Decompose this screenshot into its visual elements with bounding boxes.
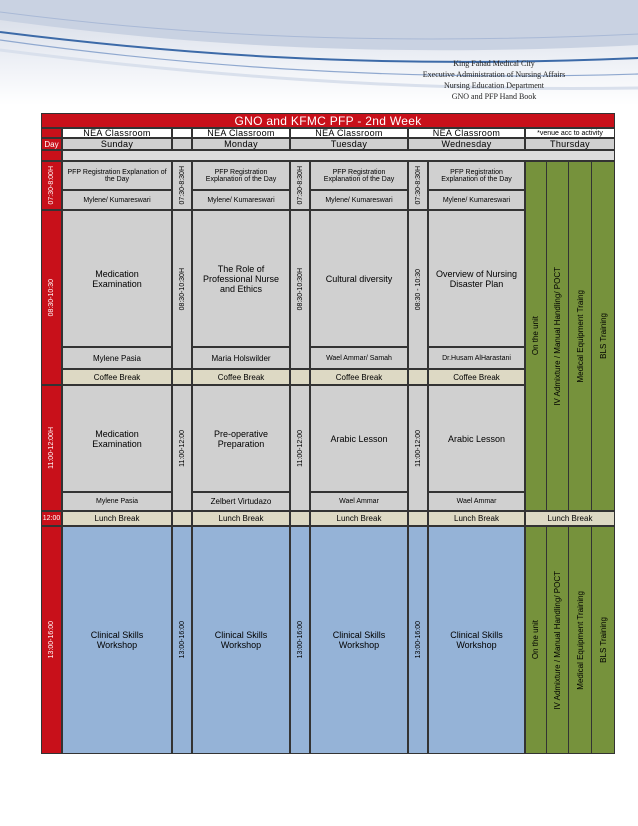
time-registration-tuesday-label: 07:30-8:30H [296, 166, 304, 205]
header-text [374, 58, 614, 102]
time-clinical-tuesday-label: 13:00-16:00 [296, 621, 304, 659]
thursday-am-item-1 [525, 161, 547, 511]
day-monday: Monday [192, 138, 290, 150]
day-sunday: Sunday [62, 138, 172, 150]
clinical-sunday: Clinical Skills Workshop [62, 526, 172, 754]
time-slot2-monday-label: 08:30-10:30H [178, 268, 186, 311]
header-line-3: Nursing Education Department [444, 81, 544, 90]
venue-row-spacer [41, 128, 62, 138]
time-slot-2 [41, 210, 62, 385]
header-banner [0, 0, 638, 105]
thursday-am-item-4-label: BLS Training [599, 313, 608, 359]
time-clinical-tuesday [290, 526, 310, 754]
day-tuesday: Tuesday [290, 138, 408, 150]
coffee-spacer-1 [172, 369, 192, 385]
thursday-am-item-3 [569, 161, 592, 511]
presenter-slot3-tuesday: Wael Ammar [310, 492, 408, 511]
presenter-registration-tuesday: Mylene/ Kumareswari [310, 190, 408, 210]
time-slot-1 [41, 161, 62, 210]
time-slot3-tuesday-label: 11:00-12:00 [296, 429, 304, 467]
thursday-am-item-2 [547, 161, 569, 511]
header-line-1: King Fahad Medical City [453, 59, 535, 68]
coffee-break-sunday: Coffee Break [62, 369, 172, 385]
time-slot3-tuesday [290, 385, 310, 511]
time-slot3-wednesday-label: 11:00-12:00 [414, 429, 422, 467]
time-slot-4: 12:00 [41, 511, 62, 526]
time-registration-wednesday-label: 07:30-8:30H [414, 166, 422, 205]
thursday-am-item-1-label: On the unit [531, 316, 540, 356]
lunch-spacer-1 [172, 511, 192, 526]
lunch-break-thursday: Lunch Break [525, 511, 615, 526]
lunch-spacer-3 [408, 511, 428, 526]
lunch-break-tuesday: Lunch Break [310, 511, 408, 526]
thursday-pm-item-1-label: On the unit [531, 620, 540, 660]
presenter-slot2-wednesday: Dr.Husam AlHarastani [428, 347, 525, 369]
blank-row [62, 150, 615, 161]
venue-spacer [172, 128, 192, 138]
time-slot2-wednesday [408, 210, 428, 369]
presenter-registration-monday: Mylene/ Kumareswari [192, 190, 290, 210]
coffee-spacer-2 [290, 369, 310, 385]
time-slot-5 [41, 526, 62, 754]
presenter-slot3-monday: Zelbert Virtudazo [192, 492, 290, 511]
presenter-slot2-sunday: Mylene Pasia [62, 347, 172, 369]
time-slot-1-label: 07:30-8:00H [48, 166, 55, 205]
day-label: Day [41, 138, 62, 150]
venue-thursday: *venue acc to activity [525, 128, 615, 138]
time-clinical-wednesday-label: 13:00-16:00 [414, 621, 422, 659]
clinical-tuesday: Clinical Skills Workshop [310, 526, 408, 754]
time-registration-tuesday [290, 161, 310, 210]
lunch-spacer-2 [290, 511, 310, 526]
thursday-pm-item-3-label: Medical Equipment Training [575, 590, 585, 690]
topic-slot3-monday: Pre-operative Preparation [192, 385, 290, 492]
coffee-spacer-3 [408, 369, 428, 385]
lunch-break-monday: Lunch Break [192, 511, 290, 526]
topic-slot3-sunday: Medication Examination [62, 385, 172, 492]
thursday-pm-item-1 [525, 526, 547, 754]
day-spacer [172, 138, 192, 150]
venue-tuesday: NEA Classroom [290, 128, 408, 138]
time-clinical-monday-label: 13:00-16:00 [178, 621, 186, 659]
header-line-4: GNO and PFP Hand Book [451, 92, 537, 101]
thursday-pm-item-2-label: IV Admixture / Manual Handling/ POCT [553, 570, 562, 710]
time-slot-3 [41, 385, 62, 511]
time-slot3-monday-label: 11:00-12:00 [178, 429, 186, 467]
presenter-slot3-wednesday: Wael Ammar [428, 492, 525, 511]
thursday-pm-item-4 [592, 526, 615, 754]
registration-sunday: PFP Registration Explanation of the Day [62, 161, 172, 190]
venue-wednesday: NEA Classroom [408, 128, 525, 138]
time-slot2-tuesday [290, 210, 310, 369]
venue-monday: NEA Classroom [192, 128, 290, 138]
coffee-break-wednesday: Coffee Break [428, 369, 525, 385]
topic-slot3-wednesday: Arabic Lesson [428, 385, 525, 492]
thursday-pm-item-3 [569, 526, 592, 754]
thursday-pm-item-4-label: BLS Training [599, 617, 608, 663]
coffee-break-monday: Coffee Break [192, 369, 290, 385]
day-wednesday: Wednesday [408, 138, 525, 150]
lunch-break-wednesday: Lunch Break [428, 511, 525, 526]
time-registration-monday-label: 07:30-8:30H [178, 166, 186, 205]
registration-wednesday: PFP Registration Explanation of the Day [428, 161, 525, 190]
thursday-am-item-3-label: Medical Equipment Traing [575, 289, 585, 383]
time-slot3-wednesday [408, 385, 428, 511]
day-thursday: Thursday [525, 138, 615, 150]
presenter-registration-wednesday: Mylene/ Kumareswari [428, 190, 525, 210]
venue-sunday: NEA Classroom [62, 128, 172, 138]
topic-slot2-wednesday: Overview of Nursing Disaster Plan [428, 210, 525, 347]
time-registration-monday [172, 161, 192, 210]
registration-monday: PFP Registration Explanation of the Day [192, 161, 290, 190]
time-registration-wednesday [408, 161, 428, 210]
header-line-2: Executive Administration of Nursing Affairs [422, 70, 566, 79]
time-slot2-monday [172, 210, 192, 369]
topic-slot2-sunday: Medication Examination [62, 210, 172, 347]
registration-tuesday: PFP Registration Explanation of the Day [310, 161, 408, 190]
lunch-break-sunday: Lunch Break [62, 511, 172, 526]
time-slot-2-label: 08:30-10:30 [48, 278, 55, 317]
coffee-break-tuesday: Coffee Break [310, 369, 408, 385]
table-title: GNO and KFMC PFP - 2nd Week [41, 113, 615, 128]
blank-row-left [41, 150, 62, 161]
clinical-wednesday: Clinical Skills Workshop [428, 526, 525, 754]
presenter-registration-sunday: Mylene/ Kumareswari [62, 190, 172, 210]
time-slot-3-label: 11:00-12:00H [48, 427, 55, 469]
clinical-monday: Clinical Skills Workshop [192, 526, 290, 754]
presenter-slot2-tuesday: Wael Ammar/ Samah [310, 347, 408, 369]
time-slot-5-label: 13:00-16:00 [48, 621, 55, 659]
time-slot3-monday [172, 385, 192, 511]
thursday-pm-item-2 [547, 526, 569, 754]
topic-slot2-monday: The Role of Professional Nurse and Ethics [192, 210, 290, 347]
time-slot2-tuesday-label: 08:30-10:30H [296, 268, 304, 311]
time-slot2-wednesday-label: 08:30 - 10:30 [414, 268, 422, 311]
time-clinical-monday [172, 526, 192, 754]
topic-slot3-tuesday: Arabic Lesson [310, 385, 408, 492]
topic-slot2-tuesday: Cultural diversity [310, 210, 408, 347]
presenter-slot3-sunday: Mylene Pasia [62, 492, 172, 511]
thursday-am-item-4 [592, 161, 615, 511]
presenter-slot2-monday: Maria Holswilder [192, 347, 290, 369]
time-clinical-wednesday [408, 526, 428, 754]
thursday-am-item-2-label: IV Admixture / Manual Handling/ POCT [553, 266, 562, 406]
